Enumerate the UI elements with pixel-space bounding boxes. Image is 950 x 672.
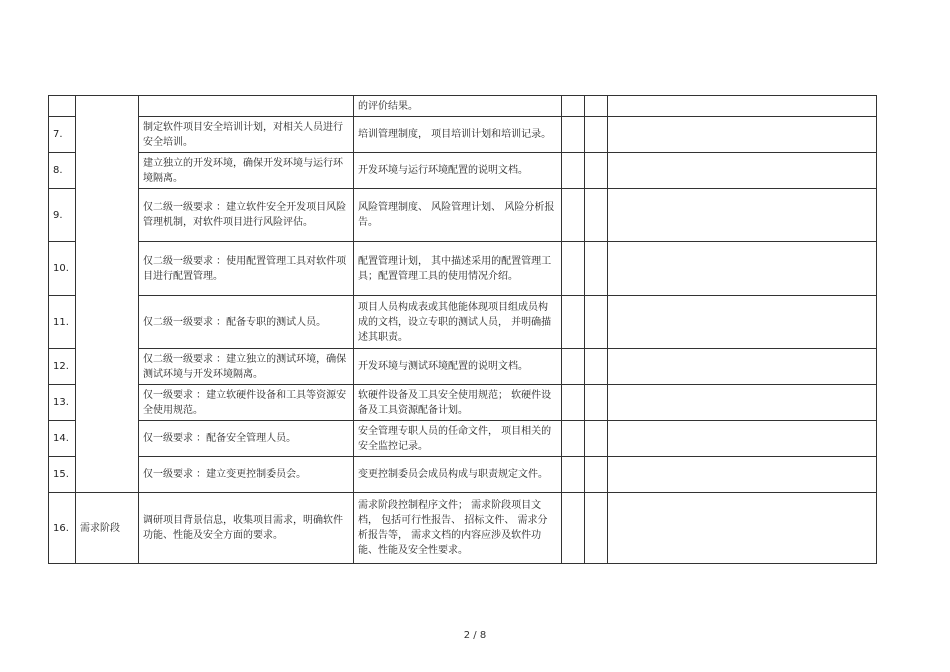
table-row (49, 96, 877, 117)
document-cell: 的评价结果。 (354, 96, 562, 117)
check-cell (562, 385, 585, 421)
requirement-cell: 仅二级一级要求 ：配备专职的测试人员。 (139, 296, 354, 349)
check-cell (585, 242, 608, 296)
row-number: 13. (49, 385, 76, 421)
remarks-cell (608, 385, 877, 421)
row-number: 12. (49, 349, 76, 385)
requirement-cell: 仅一级要求 ：配备安全管理人员。 (139, 421, 354, 457)
page-number: 2 / 8 (463, 630, 487, 641)
document-cell: 风险管理制度、 风险管理计划、 风险分析报告。 (354, 189, 562, 242)
row-number: 7. (49, 117, 76, 153)
check-cell (585, 457, 608, 493)
requirement-cell: 制定软件项目安全培训计划，对相关人员进行安全培训。 (139, 117, 354, 153)
table-row (49, 493, 877, 564)
remarks-cell (608, 349, 877, 385)
document-cell: 培训管理制度， 项目培训计划和培训记录。 (354, 117, 562, 153)
remarks-cell (608, 493, 877, 564)
phase-cell (76, 96, 139, 493)
table-row (49, 385, 877, 421)
row-number: 11. (49, 296, 76, 349)
check-cell (585, 96, 608, 117)
check-cell (562, 117, 585, 153)
remarks-cell (608, 96, 877, 117)
document-cell: 变更控制委员会成员构成与职责规定文件。 (354, 457, 562, 493)
document-cell: 软硬件设备及工具安全使用规范； 软硬件设备及工具资源配备计划。 (354, 385, 562, 421)
remarks-cell (608, 117, 877, 153)
check-cell (562, 96, 585, 117)
remarks-cell (608, 153, 877, 189)
requirement-cell: 建立独立的开发环境，确保开发环境与运行环境隔离。 (139, 153, 354, 189)
table-row (49, 349, 877, 385)
remarks-cell (608, 242, 877, 296)
row-number: 14. (49, 421, 76, 457)
row-number: 10. (49, 242, 76, 296)
remarks-cell (608, 189, 877, 242)
table-row (49, 153, 877, 189)
requirement-cell: 仅二级一级要求 ：建立软件安全开发项目风险管理机制，对软件项目进行风险评估。 (139, 189, 354, 242)
requirement-cell: 仅一级要求 ：建立变更控制委员会。 (139, 457, 354, 493)
requirement-cell: 仅二级一级要求 ：建立独立的测试环境，确保测试环境与开发环境隔离。 (139, 349, 354, 385)
check-cell (562, 189, 585, 242)
requirement-cell: 仅二级一级要求 ：使用配置管理工具对软件项目进行配置管理。 (139, 242, 354, 296)
check-cell (585, 189, 608, 242)
requirement-cell: 调研项目背景信息，收集项目需求，明确软件功能、性能及安全方面的要求。 (139, 493, 354, 564)
check-cell (585, 296, 608, 349)
document-cell: 开发环境与运行环境配置的说明文档。 (354, 153, 562, 189)
remarks-cell (608, 457, 877, 493)
row-number: 15. (49, 457, 76, 493)
table-row (49, 242, 877, 296)
check-cell (562, 349, 585, 385)
document-cell: 安全管理专职人员的任命文件， 项目相关的安全监控记录。 (354, 421, 562, 457)
table-row (49, 421, 877, 457)
check-cell (585, 493, 608, 564)
check-cell (585, 117, 608, 153)
row-number (49, 96, 76, 117)
row-number: 9. (49, 189, 76, 242)
check-cell (562, 296, 585, 349)
phase-cell: 需求阶段 (76, 493, 139, 564)
table-row (49, 189, 877, 242)
document-cell: 需求阶段控制程序文件； 需求阶段项目文档， 包括可行性报告、 招标文件、 需求分析报告等， 需求文档的内容应涉及软件功能、性能及安全性要求。 (354, 493, 562, 564)
document-cell: 配置管理计划， 其中描述采用的配置管理工具；配置管理工具的使用情况介绍。 (354, 242, 562, 296)
requirement-cell: 仅一级要求 ：建立软硬件设备和工具等资源安全使用规范。 (139, 385, 354, 421)
check-cell (562, 457, 585, 493)
table-row (49, 296, 877, 349)
check-cell (562, 493, 585, 564)
check-cell (585, 153, 608, 189)
requirement-cell (139, 96, 354, 117)
check-cell (585, 421, 608, 457)
check-cell (562, 242, 585, 296)
document-cell: 开发环境与测试环境配置的说明文档。 (354, 349, 562, 385)
row-number: 16. (49, 493, 76, 564)
document-cell: 项目人员构成表或其他能体现项目组成员构成的文档，设立专职的测试人员， 并明确描述其职责。 (354, 296, 562, 349)
remarks-cell (608, 421, 877, 457)
table-row (49, 457, 877, 493)
check-cell (585, 349, 608, 385)
check-cell (562, 153, 585, 189)
row-number: 8. (49, 153, 76, 189)
check-cell (585, 385, 608, 421)
check-cell (562, 421, 585, 457)
table-row (49, 117, 877, 153)
requirements-table (48, 95, 877, 564)
remarks-cell (608, 296, 877, 349)
